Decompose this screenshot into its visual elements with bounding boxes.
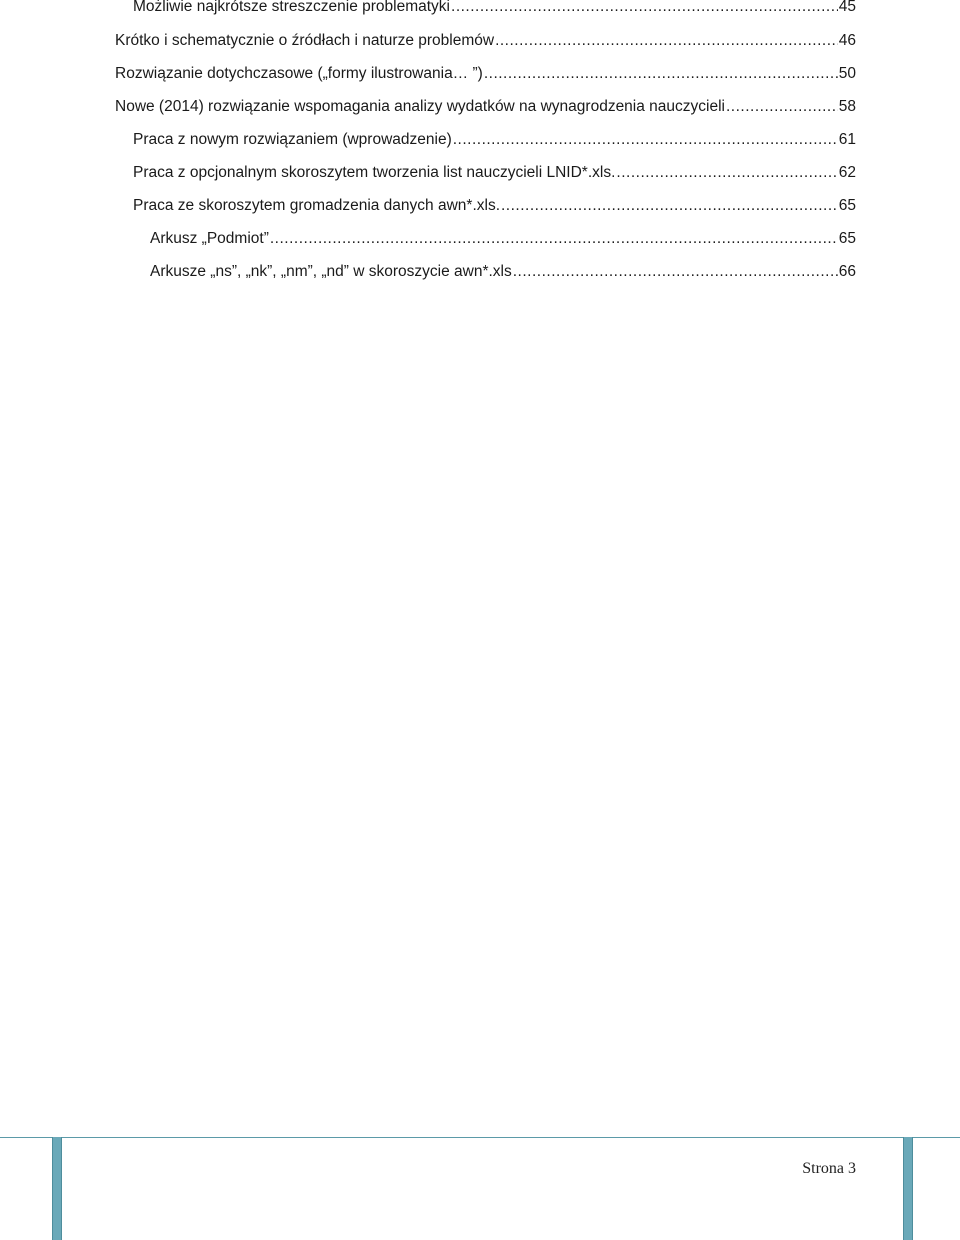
toc-entry-page: 45 — [838, 0, 856, 15]
toc-entry-page: 65 — [838, 197, 856, 214]
toc-entry[interactable] — [133, 161, 856, 185]
toc-entry-page: 46 — [838, 32, 856, 49]
toc-entry[interactable] — [150, 260, 856, 284]
toc-entry-title: Krótko i schematycznie o źródłach i naturze problemów — [115, 32, 495, 49]
toc-entry[interactable] — [115, 95, 856, 119]
toc-entry[interactable] — [133, 0, 856, 19]
toc-entry[interactable] — [133, 194, 856, 218]
toc-entry[interactable] — [150, 227, 856, 251]
dot-leader — [513, 260, 838, 284]
toc-entry-page: 66 — [838, 263, 856, 280]
dot-leader — [495, 29, 838, 53]
toc-entry-page: 61 — [838, 131, 856, 148]
toc-entry-page: 62 — [838, 164, 856, 181]
toc-entry-title: Możliwie najkrótsze streszczenie problematyki — [133, 0, 451, 15]
dot-leader — [726, 95, 838, 119]
dot-leader — [453, 128, 838, 152]
toc-entry-title: Arkusz „Podmiot” — [150, 230, 269, 247]
toc-entry-page: 58 — [838, 98, 856, 115]
dot-leader — [501, 194, 838, 218]
page-number: Strona 3 — [802, 1160, 856, 1177]
toc-entry[interactable] — [115, 62, 856, 86]
dot-leader — [451, 0, 838, 19]
footer-right-bar — [903, 1137, 913, 1240]
toc-entry[interactable] — [133, 128, 856, 152]
footer-divider — [0, 1137, 960, 1138]
dot-leader — [484, 62, 838, 86]
toc-entry-title: Arkusze „ns”, „nk”, „nm”, „nd” w skoroszycie awn*.xls — [150, 263, 512, 280]
toc-entry-page: 50 — [838, 65, 856, 82]
toc-entry[interactable] — [115, 29, 856, 53]
dot-leader — [270, 227, 838, 251]
dot-leader — [616, 161, 837, 185]
toc-entry-page: 65 — [838, 230, 856, 247]
footer-left-bar — [52, 1137, 62, 1240]
toc-entry-title: Rozwiązanie dotychczasowe („formy ilustrowania… ”) — [115, 65, 483, 82]
toc-entry-title: Nowe (2014) rozwiązanie wspomagania analizy wydatków na wynagrodzenia nauczycieli — [115, 98, 725, 115]
toc-entry-title: Praca ze skoroszytem gromadzenia danych awn*.xls. — [133, 197, 500, 214]
toc-entry-title: Praca z opcjonalnym skoroszytem tworzenia list nauczycieli LNID*.xls. — [133, 164, 616, 181]
toc-entry-title: Praca z nowym rozwiązaniem (wprowadzenie) — [133, 131, 452, 148]
